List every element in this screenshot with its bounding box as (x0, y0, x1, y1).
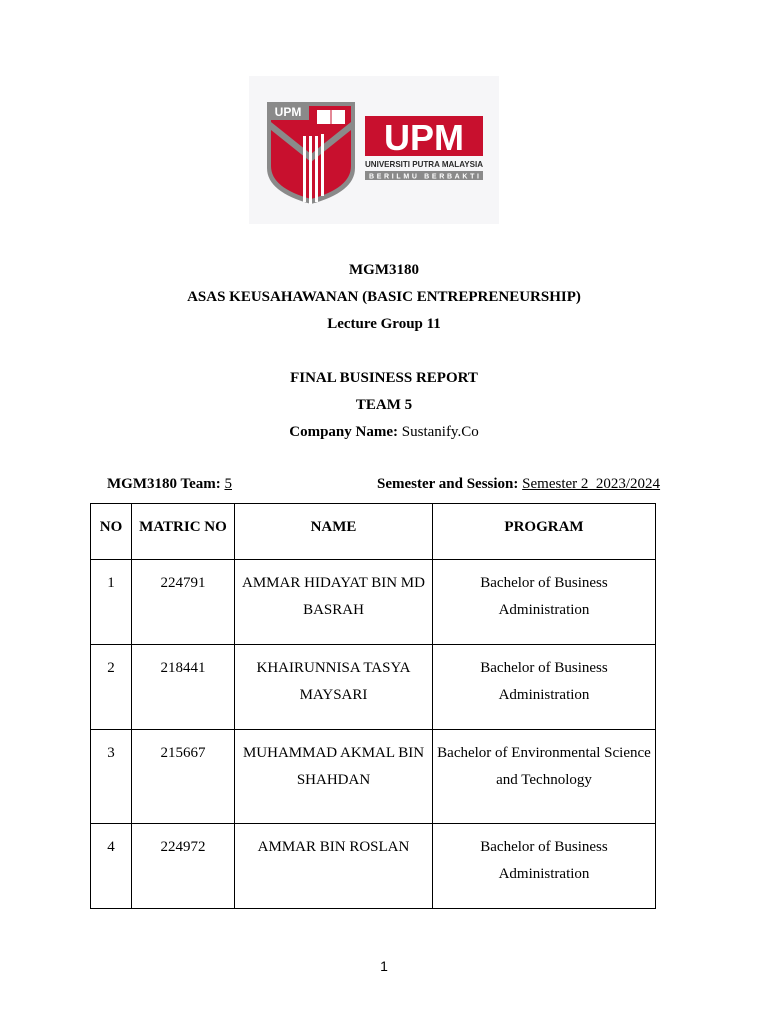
semester-line (377, 475, 660, 493)
header-no: NO (91, 504, 132, 560)
semester-label: Semester and Session: (377, 476, 519, 492)
cell-no: 1 (91, 560, 132, 645)
semester-value: Semester 2 2023/2024 (522, 476, 661, 492)
table-header-row (91, 504, 656, 560)
cell-name: AMMAR BIN ROSLAN (235, 824, 433, 909)
company-name-label: Company Name: (289, 424, 399, 440)
members-table (90, 503, 656, 909)
cell-program: Bachelor of Business Administration (433, 560, 656, 645)
shield-text: UPM (274, 105, 302, 119)
header-name: NAME (235, 504, 433, 560)
header-program: PROGRAM (433, 504, 656, 560)
cell-no: 2 (91, 645, 132, 730)
company-name-value: Sustanify.Co (401, 424, 479, 440)
table-row (91, 560, 656, 645)
header-matric-no: MATRIC NO (132, 504, 235, 560)
cell-name: AMMAR HIDAYAT BIN MD BASRAH (235, 560, 433, 645)
cell-no: 4 (91, 824, 132, 909)
cell-matric: 218441 (132, 645, 235, 730)
cell-program: Bachelor of Business Administration (433, 645, 656, 730)
table-row (91, 730, 656, 824)
cell-program: Bachelor of Environmental Science and Technology (433, 730, 656, 824)
report-title: FINAL BUSINESS REPORT (290, 370, 478, 386)
cell-matric: 215667 (132, 730, 235, 824)
cell-matric: 224972 (132, 824, 235, 909)
company-name-line (0, 423, 768, 441)
team-number-value: 5 (224, 476, 232, 492)
wordmark-text: UPM (384, 117, 464, 158)
table-row (91, 645, 656, 730)
cell-name: KHAIRUNNISA TASYA MAYSARI (235, 645, 433, 730)
lecture-group: Lecture Group 11 (327, 316, 441, 332)
cell-name: MUHAMMAD AKMAL BIN SHAHDAN (235, 730, 433, 824)
team-number-line (107, 475, 232, 493)
team-number-label: MGM3180 Team: (107, 476, 221, 492)
team-heading: TEAM 5 (355, 397, 413, 413)
motto-text: BERILMU BERBAKTI (369, 173, 479, 181)
university-name-text: UNIVERSITI PUTRA MALAYSIA (365, 159, 483, 169)
cell-no: 3 (91, 730, 132, 824)
course-code: MGM3180 (349, 262, 419, 278)
page-number: 1 (380, 958, 388, 974)
upm-logo-graphic (249, 76, 499, 224)
table-row (91, 824, 656, 909)
upm-logo (249, 76, 499, 224)
cell-matric: 224791 (132, 560, 235, 645)
cell-program: Bachelor of Business Administration (433, 824, 656, 909)
course-title: ASAS KEUSAHAWANAN (BASIC ENTREPRENEURSHIP) (187, 289, 581, 305)
